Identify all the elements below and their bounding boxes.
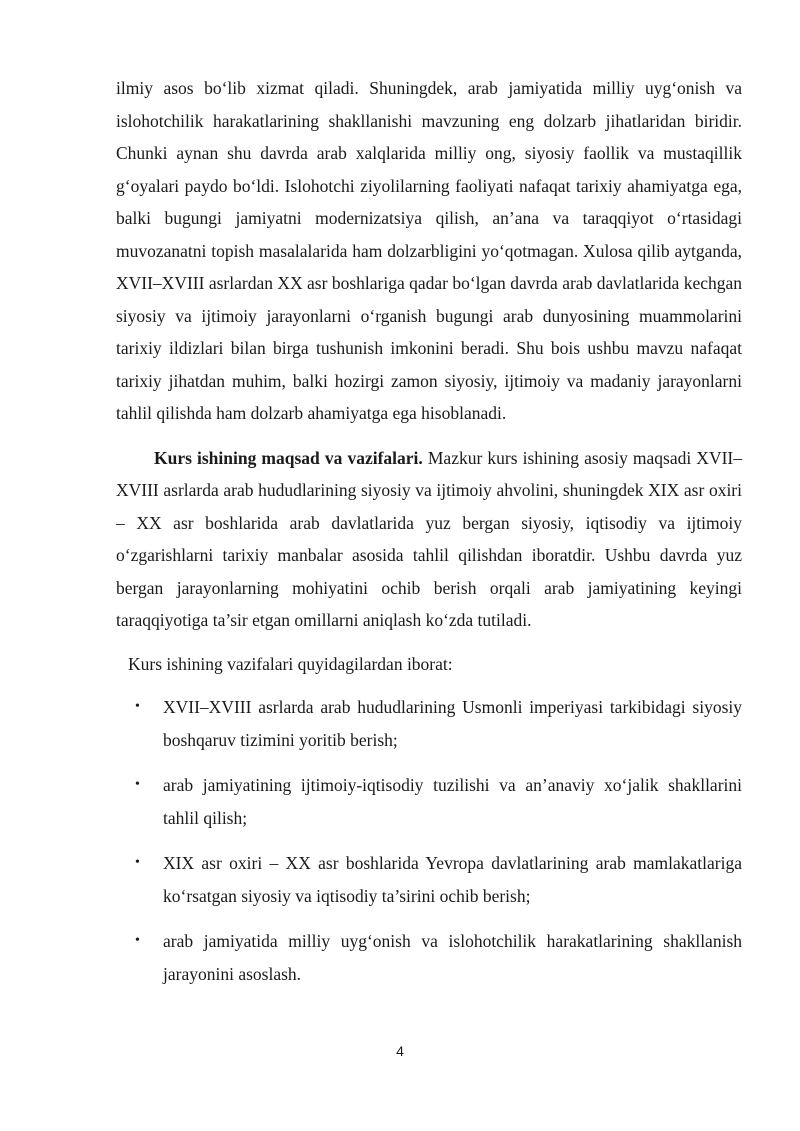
list-item-text: arab jamiyatining ijtimoiy-iqtisodiy tuzilishi va an’anaviy xo‘jalik shakllarini tahlil qilish; [163, 775, 742, 828]
list-item-text: XIX asr oxiri – XX asr boshlarida Yevropa davlatlarining arab mamlakatlariga ko‘rsatgan siyosiy va iqtisodiy ta’sirini ochib berish; [163, 853, 742, 906]
bullet-icon: • [135, 777, 140, 792]
tasks-intro: Kurs ishining vazifalari quyidagilardan iborat: [128, 653, 453, 674]
task-list [116, 691, 742, 990]
goals-paragraph [116, 442, 742, 637]
list-item-text: arab jamiyatida milliy uyg‘onish va islohotchilik harakatlarining shakllanish jarayonini asoslash. [163, 931, 742, 984]
goals-text: Mazkur kurs ishining asosiy maqsadi XVII–XVIII asrlarda arab hududlarining siyosiy va ijtimoiy ahvolini, shuningdek XIX asr oxiri – XX asr boshlarida arab davlatlarida yuz bergan siyosiy, iqtisodiy va ijtimoiy o‘zgarishlarni tarixiy manbalar asosida tahlil qilishdan iboratdir. Ushbu davrda yuz bergan jarayonlarning mohiyatini ochib berish orqali arab jamiyatining keyingi taraqqiyotiga ta’sir etgan omillarni aniqlash ko‘zda tutiladi. [116, 447, 742, 630]
list-item [116, 925, 742, 990]
bullet-icon: • [135, 699, 140, 714]
list-item [116, 847, 742, 912]
page-number: 4 [396, 1043, 404, 1059]
intro-paragraph: ilmiy asos bo‘lib xizmat qiladi. Shuningdek, arab jamiyatida milliy uyg‘onish va islohotchilik harakatlarining shakllanishi mavzuning eng dolzarb jihatlaridan biridir. Chunki aynan shu davrda arab xalqlarida milliy ong, siyosiy faollik va mustaqillik g‘oyalari paydo bo‘ldi. Islohotchi ziyolilarning faoliyati nafaqat tarixiy ahamiyatga ega, balki bugungi jamiyatni modernizatsiya qilish, an’ana va taraqqiyot o‘rtasidagi muvozanatni topish masalalarida ham dolzarbligini yo‘qotmagan. Xulosa qilib aytganda, XVII–XVIII asrlardan XX asr boshlariga qadar bo‘lgan davrda arab davlatlarida kechgan siyosiy va ijtimoiy jarayonlarni o‘rganish bugungi arab dunyosining muammolarini tarixiy ildizlari bilan birga tushunish imkonini beradi. Shu bois ushbu mavzu nafaqat tarixiy jihatdan muhim, balki hozirgi zamon siyosiy, ijtimoiy va madaniy jarayonlarni tahlil qilishda ham dolzarb ahamiyatga ega hisoblanadi. [116, 78, 742, 423]
list-item [116, 691, 742, 756]
bullet-icon: • [135, 855, 140, 870]
list-item [116, 769, 742, 834]
goals-heading: Kurs ishining maqsad va vazifalari. [154, 447, 423, 468]
list-item-text: XVII–XVIII asrlarda arab hududlarining Usmonli imperiyasi tarkibidagi siyosiy boshqaruv tizimini yoritib berish; [163, 697, 742, 750]
bullet-icon: • [135, 933, 140, 948]
document-page [116, 72, 742, 990]
